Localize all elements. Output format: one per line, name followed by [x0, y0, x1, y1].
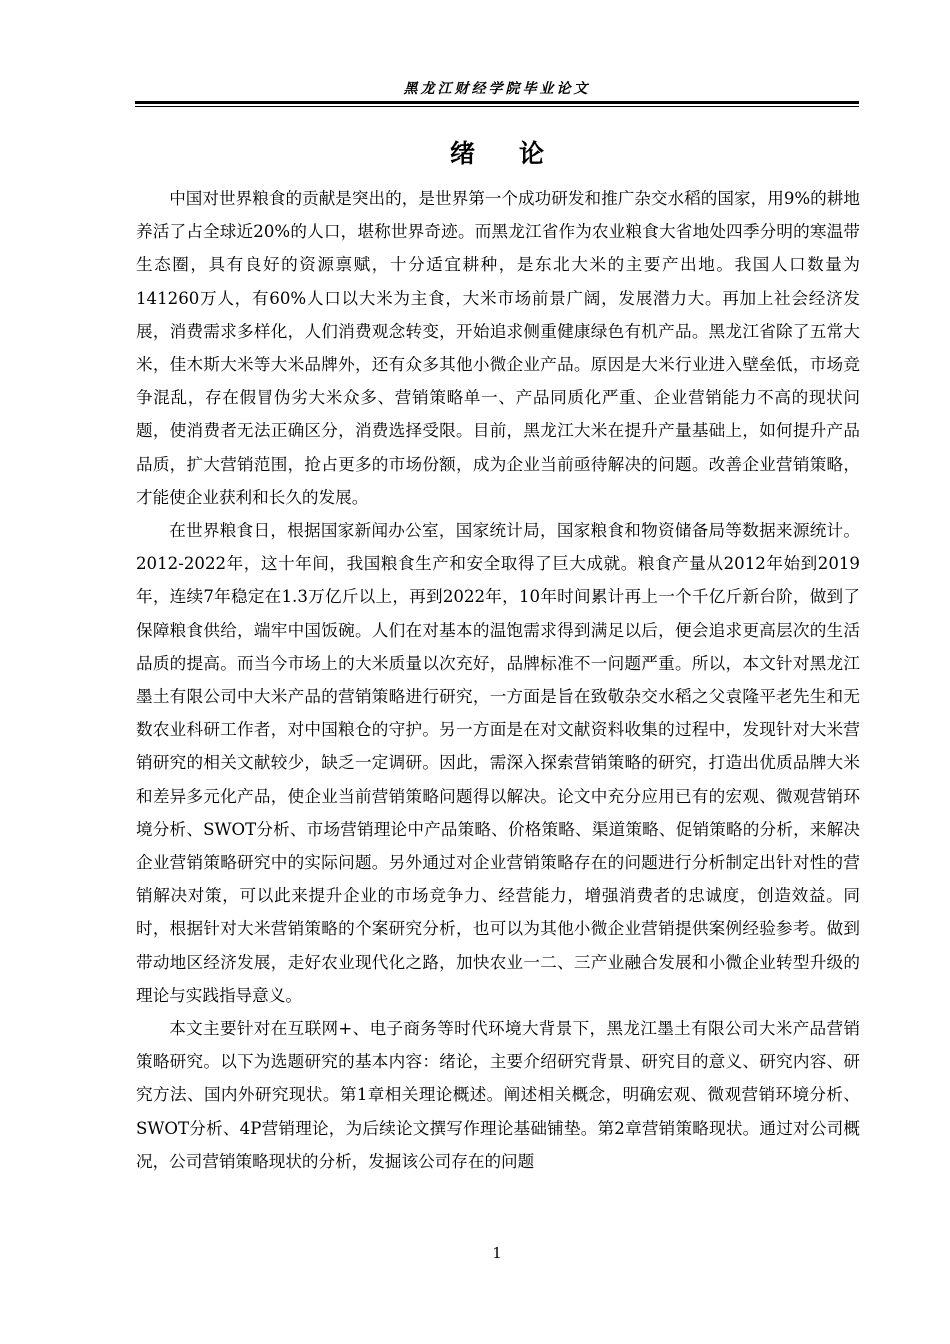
page-number: 1: [492, 1244, 502, 1262]
header-rule-thin: [135, 106, 859, 107]
paragraph-1: 中国对世界粮食的贡献是突出的，是世界第一个成功研发和推广杂交水稻的国家，用9%的耕地养活了占全球近20%的人口，堪称世界奇迹。而黑龙江省作为农业粮食大省地处四季分明的寒温带生态圈，具有良好的资源禀赋，十分适宜耕种，是东北大米的主要产出地。我国人口数量为141260万人，有60%人口以大米为主食，大米市场前景广阔，发展潜力大。再加上社会经济发展，消费需求多样化，人们消费观念转变，开始追求侧重健康绿色有机产品。黑龙江省除了五常大米，佳木斯大米等大米品牌外，还有众多其他小微企业产品。原因是大米行业进入壁垒低，市场竞争混乱，存在假冒伪劣大米众多、营销策略单一、产品同质化严重、企业营销能力不高的现状问题，使消费者无法正确区分，消费选择受限。目前，黑龙江大米在提升产量基础上，如何提升产品品质，扩大营销范围，抢占更多的市场份额，成为企业当前亟待解决的问题。改善企业营销策略，才能使企业获利和长久的发展。: [136, 189, 860, 507]
page-header: 黑龙江财经学院毕业论文: [403, 81, 591, 97]
header-rule-thick: [135, 101, 859, 104]
paragraph-3: 本文主要针对在互联网+、电子商务等时代环境大背景下，黑龙江墨土有限公司大米产品营销策略研究。以下为选题研究的基本内容：绪论，主要介绍研究背景、研究目的意义、研究内容、研究方法、国内外研究现状。第1章相关理论概述。阐述相关概念，明确宏观、微观营销环境分析、SWOT分析、4P营销理论，为后续论文撰写作理论基础铺垫。第2章营销策略现状。通过对公司概况，公司营销策略现状的分析，发掘该公司存在的问题: [136, 1019, 860, 1171]
chapter-title: 绪论: [449, 139, 588, 168]
body-text: [136, 182, 860, 1178]
paragraph-2: 在世界粮食日，根据国家新闻办公室，国家统计局，国家粮食和物资储备局等数据来源统计。2012-2022年，这十年间，我国粮食生产和安全取得了巨大成就。粮食产量从2012年始到2019年，连续7年稳定在1.3万亿斤以上，再到2022年，10年时间累计再上一个千亿斤新台阶，做到了保障粮食供给，端牢中国饭碗。人们在对基本的温饱需求得到满足以后，便会追求更高层次的生活品质的提高。而当今市场上的大米质量以次充好，品牌标准不一问题严重。所以，本文针对黑龙江墨土有限公司中大米产品的营销策略进行研究，一方面是旨在致敬杂交水稻之父袁隆平老先生和无数农业科研工作者，对中国粮仓的守护。另一方面是在对文献资料收集的过程中，发现针对大米营销研究的相关文献较少，缺乏一定调研。因此，需深入探索营销策略的研究，打造出优质品牌大米和差异多元化产品，使企业当前营销策略问题得以解决。论文中充分应用已有的宏观、微观营销环境分析、SWOT分析、市场营销理论中产品策略、价格策略、渠道策略、促销策略的分析，来解决企业营销策略研究中的实际问题。另外通过对企业营销策略存在的问题进行分析制定出针对性的营销解决对策，可以此来提升企业的市场竞争力、经营能力，增强消费者的忠诚度，创造效益。同时，根据针对大米营销策略的个案研究分析，也可以为其他小微企业营销提供案例经验参考。做到带动地区经济发展，走好农业现代化之路，加快农业一二、三产业融合发展和小微企业转型升级的理论与实践指导意义。: [136, 521, 860, 1005]
